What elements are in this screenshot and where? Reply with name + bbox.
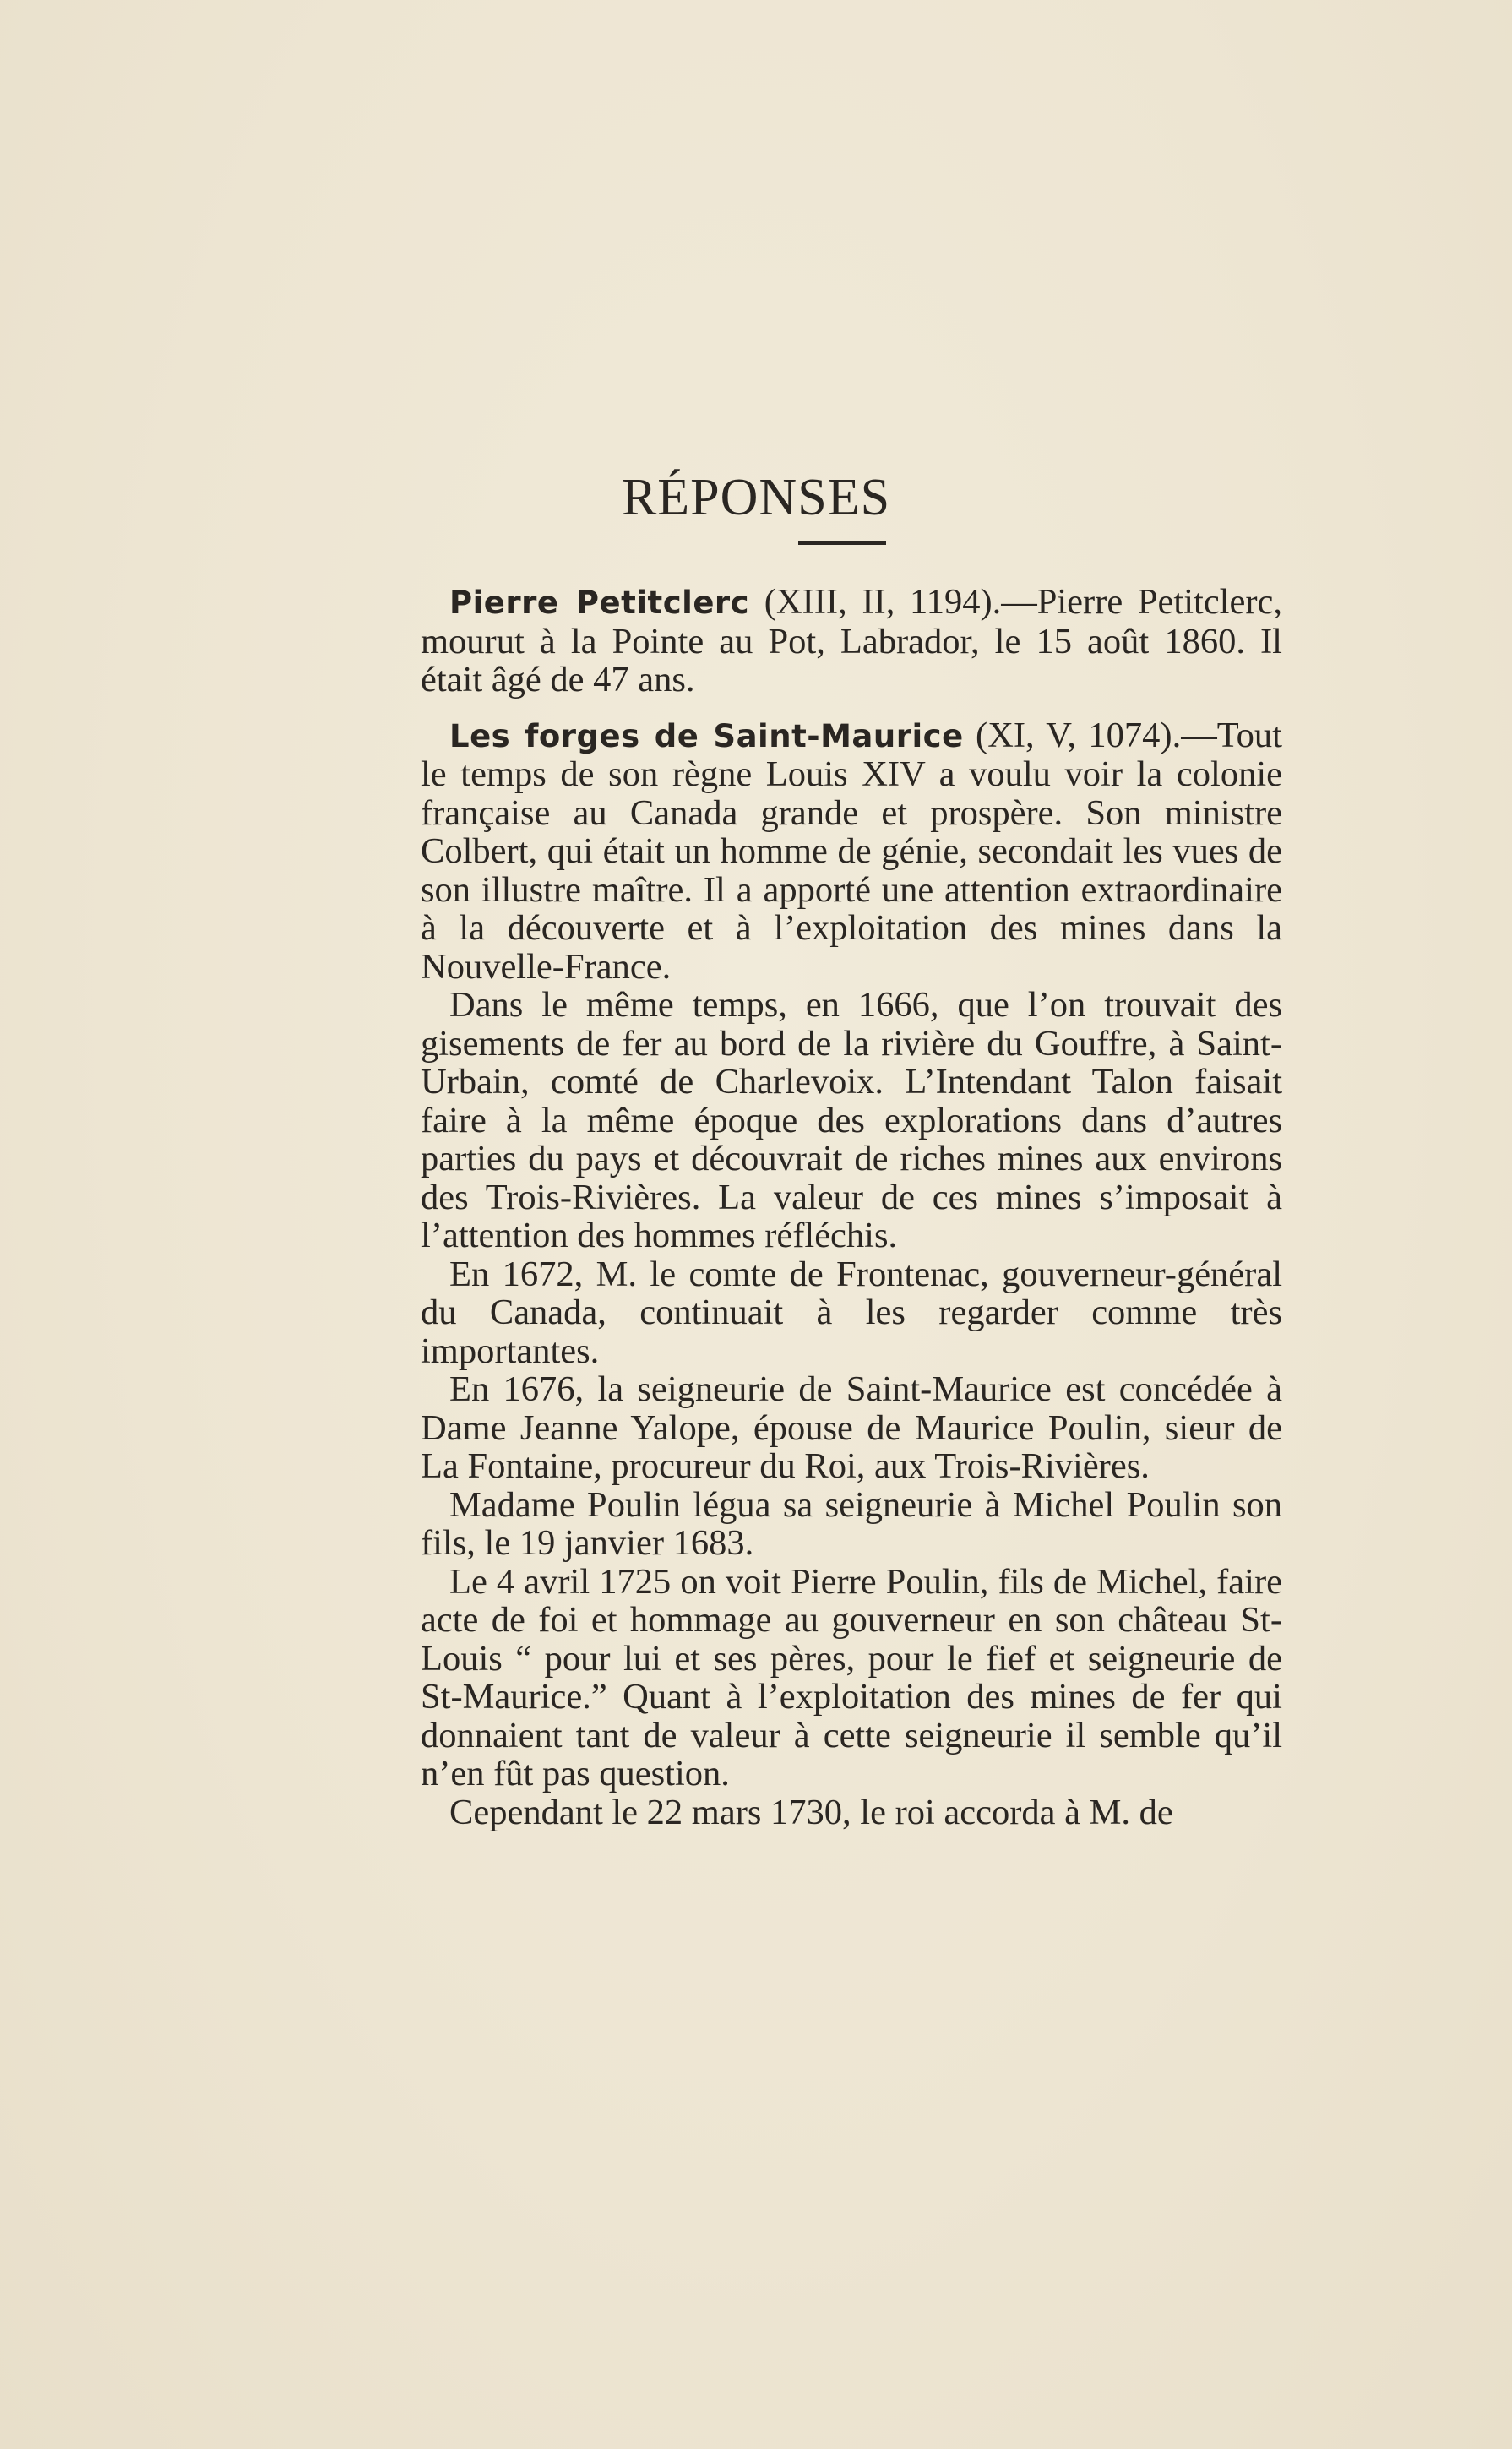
entry-forges xyxy=(421,716,1282,987)
entry-title: Pierre Petitclerc xyxy=(449,585,750,621)
entry-petitclerc xyxy=(421,583,1282,699)
entry-title: Les forges de Saint-Maurice xyxy=(449,717,964,754)
entry-text: (XI, V, 1074).—Tout le temps de son règne Louis XIV a voulu voir la colonie française au Canada grande et prospère. Son ministre Colbert, qui était un homme de génie, secondait les vues de son illustre maître. Il a apporté une attention extraordinaire à la découverte et à l’exploitation des mines dans la Nouvelle-France. xyxy=(421,715,1282,987)
page-heading: RÉPONSES xyxy=(621,468,891,526)
paragraph: Le 4 avril 1725 on voit Pierre Poulin, fils de Michel, faire acte de foi et hommage au gouverneur en son château St-Louis “ pour lui et ses pères, pour le fief et seigneurie de St-Maurice.” Quant à l’exploitation des mines de fer qui donnaient tant de valeur à cette seigneurie il semble qu’il n’en fût pas question. xyxy=(421,1561,1282,1793)
body-text xyxy=(421,583,1282,1831)
paragraph: Dans le même temps, en 1666, que l’on trouvait des gisements de fer au bord de la rivière du Gouffre, à Saint-Urbain, comté de Charlevoix. L’Intendant Talon faisait faire à la même époque des explorations dans d’autres parties du pays et découvrait de riches mines aux environs des Trois-Rivières. La valeur de ces mines s’imposait à l’attention des hommes réfléchis. xyxy=(421,985,1282,1255)
heading-rule xyxy=(798,541,886,545)
entry-text: (XIII, II, 1194).—Pierre Petitclerc, mourut à la Pointe au Pot, Labrador, le 15 août 1860. Il était âgé de 47 ans. xyxy=(421,582,1282,699)
paragraph: Cependant le 22 mars 1730, le roi accorda à M. de xyxy=(449,1792,1173,1832)
paragraph: En 1676, la seigneurie de Saint-Maurice est concédée à Dame Jeanne Yalope, épouse de Maurice Poulin, sieur de La Fontaine, procureur du Roi, aux Trois-Rivières. xyxy=(421,1369,1282,1486)
paragraph: Madame Poulin légua sa seigneurie à Michel Poulin son fils, le 19 janvier 1683. xyxy=(421,1484,1282,1563)
paragraph: En 1672, M. le comte de Frontenac, gouverneur-général du Canada, continuait à les regarder comme très importantes. xyxy=(421,1254,1282,1371)
